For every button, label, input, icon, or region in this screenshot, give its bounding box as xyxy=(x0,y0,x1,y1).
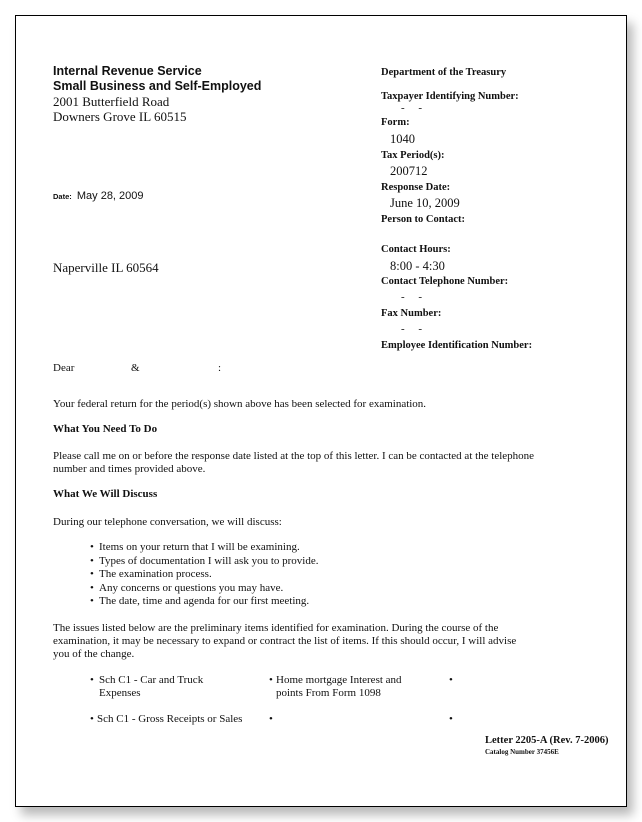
contact-phone-label: Contact Telephone Number: xyxy=(381,276,509,287)
tax-period-value: 200712 xyxy=(390,164,428,178)
discussion-item: • Items on your return that I will be examining. xyxy=(90,541,319,555)
issues-paragraph-line1: The issues listed below are the preliminary items identified for examination. During the course of the xyxy=(53,622,499,634)
response-date-value: June 10, 2009 xyxy=(390,196,460,210)
section1-line1: Please call me on or before the response date listed at the top of this letter. I can be contacted at the telephone xyxy=(53,450,535,462)
catalog-number: Catalog Number 37456E xyxy=(485,748,559,756)
discussion-item: • Types of documentation I will ask you to provide. xyxy=(90,555,319,569)
date-label: Date: xyxy=(53,192,72,201)
issue-item: • Sch C1 - Gross Receipts or Sales xyxy=(90,713,243,725)
bullet-icon: • xyxy=(449,713,453,725)
bullet-icon: • xyxy=(269,713,273,725)
letter-number: Letter 2205-A (Rev. 7-2006) xyxy=(485,735,609,746)
issue-item-empty xyxy=(269,713,273,726)
intro-paragraph: Your federal return for the period(s) shown above has been selected for examination. xyxy=(53,398,427,410)
section1-line2: number and times provided above. xyxy=(53,463,206,475)
section2-intro: During our telephone conversation, we will discuss: xyxy=(53,516,282,528)
bullet-icon: • xyxy=(90,674,94,686)
taxpayer-id-label: Taxpayer Identifying Number: xyxy=(381,91,519,102)
issue-item-empty xyxy=(449,674,453,687)
salutation-colon: : xyxy=(218,362,222,374)
discussion-item: • Any concerns or questions you may have. xyxy=(90,582,319,596)
fax-number-value: - - xyxy=(401,323,423,335)
salutation-dear: Dear xyxy=(53,362,75,374)
response-date-label: Response Date: xyxy=(381,182,451,193)
letter-page xyxy=(15,15,627,807)
section-heading-what-we-will-discuss: What We Will Discuss xyxy=(53,488,158,500)
bullet-icon: • xyxy=(269,674,273,686)
fax-number-label: Fax Number: xyxy=(381,308,442,319)
sender-org-line2: Small Business and Self-Employed xyxy=(53,79,262,93)
discussion-item: • The examination process. xyxy=(90,568,319,582)
contact-hours-label: Contact Hours: xyxy=(381,244,451,255)
date-value: May 28, 2009 xyxy=(76,190,144,202)
issues-paragraph-line3: you of the change. xyxy=(53,648,135,660)
discussion-list xyxy=(90,541,319,609)
discussion-item: • The date, time and agenda for our first meeting. xyxy=(90,595,319,609)
bullet-icon: • xyxy=(449,674,453,686)
section-heading-what-you-need-to-do: What You Need To Do xyxy=(53,423,158,435)
sender-address-line2: Downers Grove IL 60515 xyxy=(53,109,187,124)
department-label: Department of the Treasury xyxy=(381,67,507,78)
contact-hours-value: 8:00 - 4:30 xyxy=(390,259,445,273)
form-value: 1040 xyxy=(390,132,415,146)
issue-item-empty xyxy=(449,713,453,726)
sender-address-line1: 2001 Butterfield Road xyxy=(53,94,170,109)
bullet-icon: • xyxy=(90,713,94,725)
form-label: Form: xyxy=(381,117,410,128)
sender-org-line1: Internal Revenue Service xyxy=(53,64,202,78)
salutation-ampersand: & xyxy=(131,362,140,374)
letter-date xyxy=(53,184,144,203)
recipient-city-line: Naperville IL 60564 xyxy=(53,260,159,275)
contact-phone-value: - - xyxy=(401,291,423,303)
issue-item: • Home mortgage Interest and points From Form 1098 xyxy=(269,674,402,699)
issue-item: • Sch C1 - Car and Truck Expenses xyxy=(90,674,204,699)
employee-id-label: Employee Identification Number: xyxy=(381,340,533,351)
issues-paragraph-line2: examination, it may be necessary to expand or contract the list of items. If this should occur, I will advise xyxy=(53,635,517,647)
tax-period-label: Tax Period(s): xyxy=(381,150,445,161)
person-to-contact-label: Person to Contact: xyxy=(381,214,465,225)
taxpayer-id-value: - - xyxy=(401,102,423,114)
